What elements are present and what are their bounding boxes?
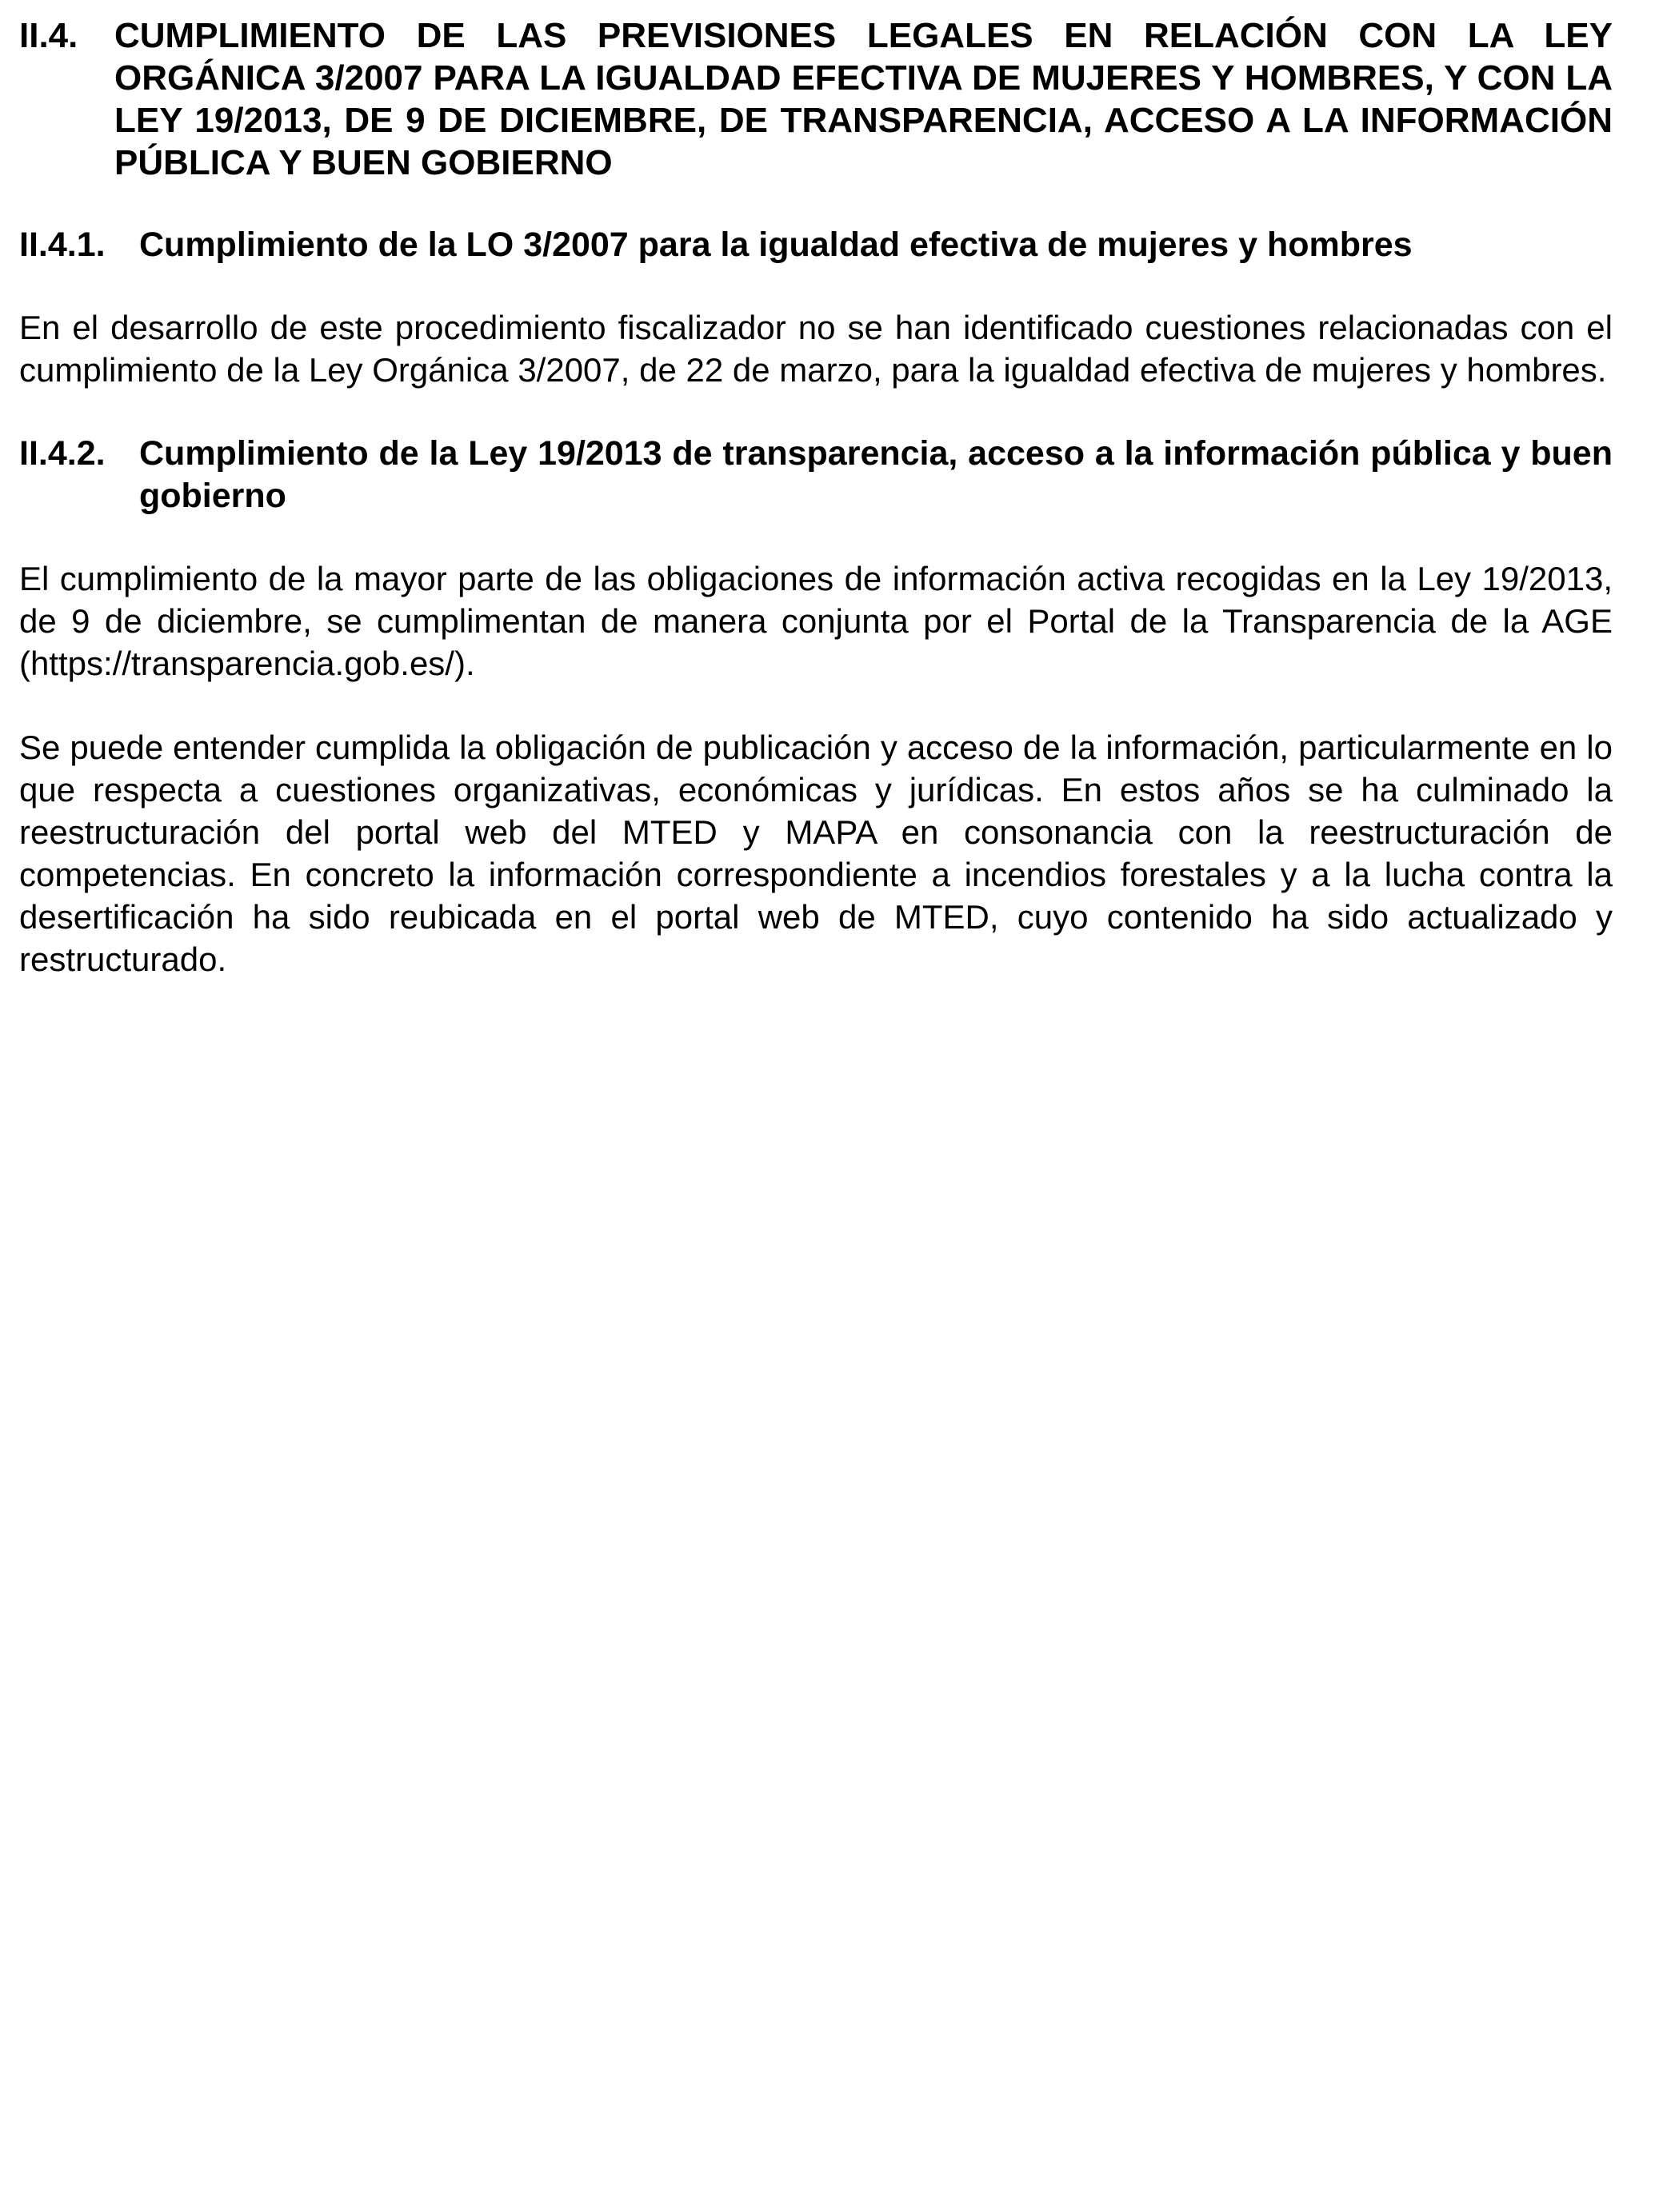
section-heading — [19, 14, 1613, 184]
section-number: II.4. — [19, 16, 78, 55]
paragraph: En el desarrollo de este procedimiento fiscalizador no se han identificado cuestiones relacionadas con el cumplimiento de la Ley Orgánica 3/2007, de 22 de marzo, para la igualdad efectiva de mujeres y hombres. — [19, 309, 1613, 389]
paragraph: Se puede entender cumplida la obligación de publicación y acceso de la información, particularmente en lo que respecta a cuestiones organizativas, económicas y jurídicas. En estos años se ha culminado la reestructuración del portal web del MTED y MAPA en consonancia con la reestructuración de competencias. En concreto la información correspondiente a incendios forestales y a la lucha contra la desertificación ha sido reubicada en el portal web de MTED, cuyo contenido ha sido actualizado y restructurado. — [19, 729, 1613, 978]
paragraph: El cumplimiento de la mayor parte de las obligaciones de información activa recogidas en la Ley 19/2013, de 9 de diciembre, se cumplimentan de manera conjunta por el Portal de la Transparencia de la AGE (https://transparencia.gob.es/). — [19, 560, 1613, 682]
subsection-number: II.4.2. — [19, 434, 106, 473]
subsection-heading-1 — [19, 224, 1613, 266]
document-page — [19, 14, 1613, 980]
section-title: CUMPLIMIENTO DE LAS PREVISIONES LEGALES EN RELACIÓN CON LA LEY ORGÁNICA 3/2007 PARA LA IGUALDAD EFECTIVA DE MUJERES Y HOMBRES, Y CON LA LEY 19/2013, DE 9 DE DICIEMBRE, DE TRANSPARENCIA, ACCESO A LA INFORMACIÓN PÚBLICA Y BUEN GOBIERNO — [114, 16, 1613, 182]
subsection-title: Cumplimiento de la Ley 19/2013 de transparencia, acceso a la información pública y buen gobierno — [139, 434, 1613, 515]
subsection-number: II.4.1. — [19, 226, 106, 264]
subsection-heading-2 — [19, 433, 1613, 517]
subsection-title: Cumplimiento de la LO 3/2007 para la igualdad efectiva de mujeres y hombres — [139, 226, 1413, 264]
